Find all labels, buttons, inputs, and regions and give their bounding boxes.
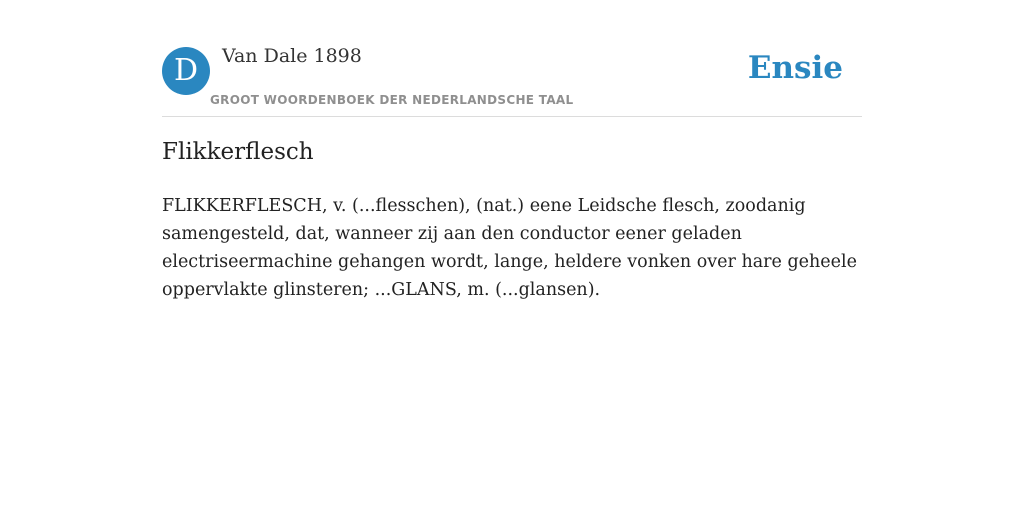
entry-headword: Flikkerflesch (162, 139, 314, 165)
dictionary-header (162, 0, 862, 117)
entry-definition: FLIKKERFLESCH, v. (...flesschen), (nat.) eene Leidsche flesch, zoodanig samengesteld, dat, wanneer zij aan den conductor eener geladen electriseermachine gehangen wordt, lange, heldere vonken over hare geheele oppervlakte glinsteren; ...GLANS, m. (...glansen). (162, 196, 857, 300)
ensie-logo-link[interactable]: Ensie (747, 50, 843, 86)
dictionary-logo[interactable]: D (162, 47, 210, 95)
dictionary-subtitle: GROOT WOORDENBOEK DER NEDERLANDSCHE TAAL (210, 93, 574, 107)
dictionary-title[interactable]: Van Dale 1898 (222, 45, 362, 67)
